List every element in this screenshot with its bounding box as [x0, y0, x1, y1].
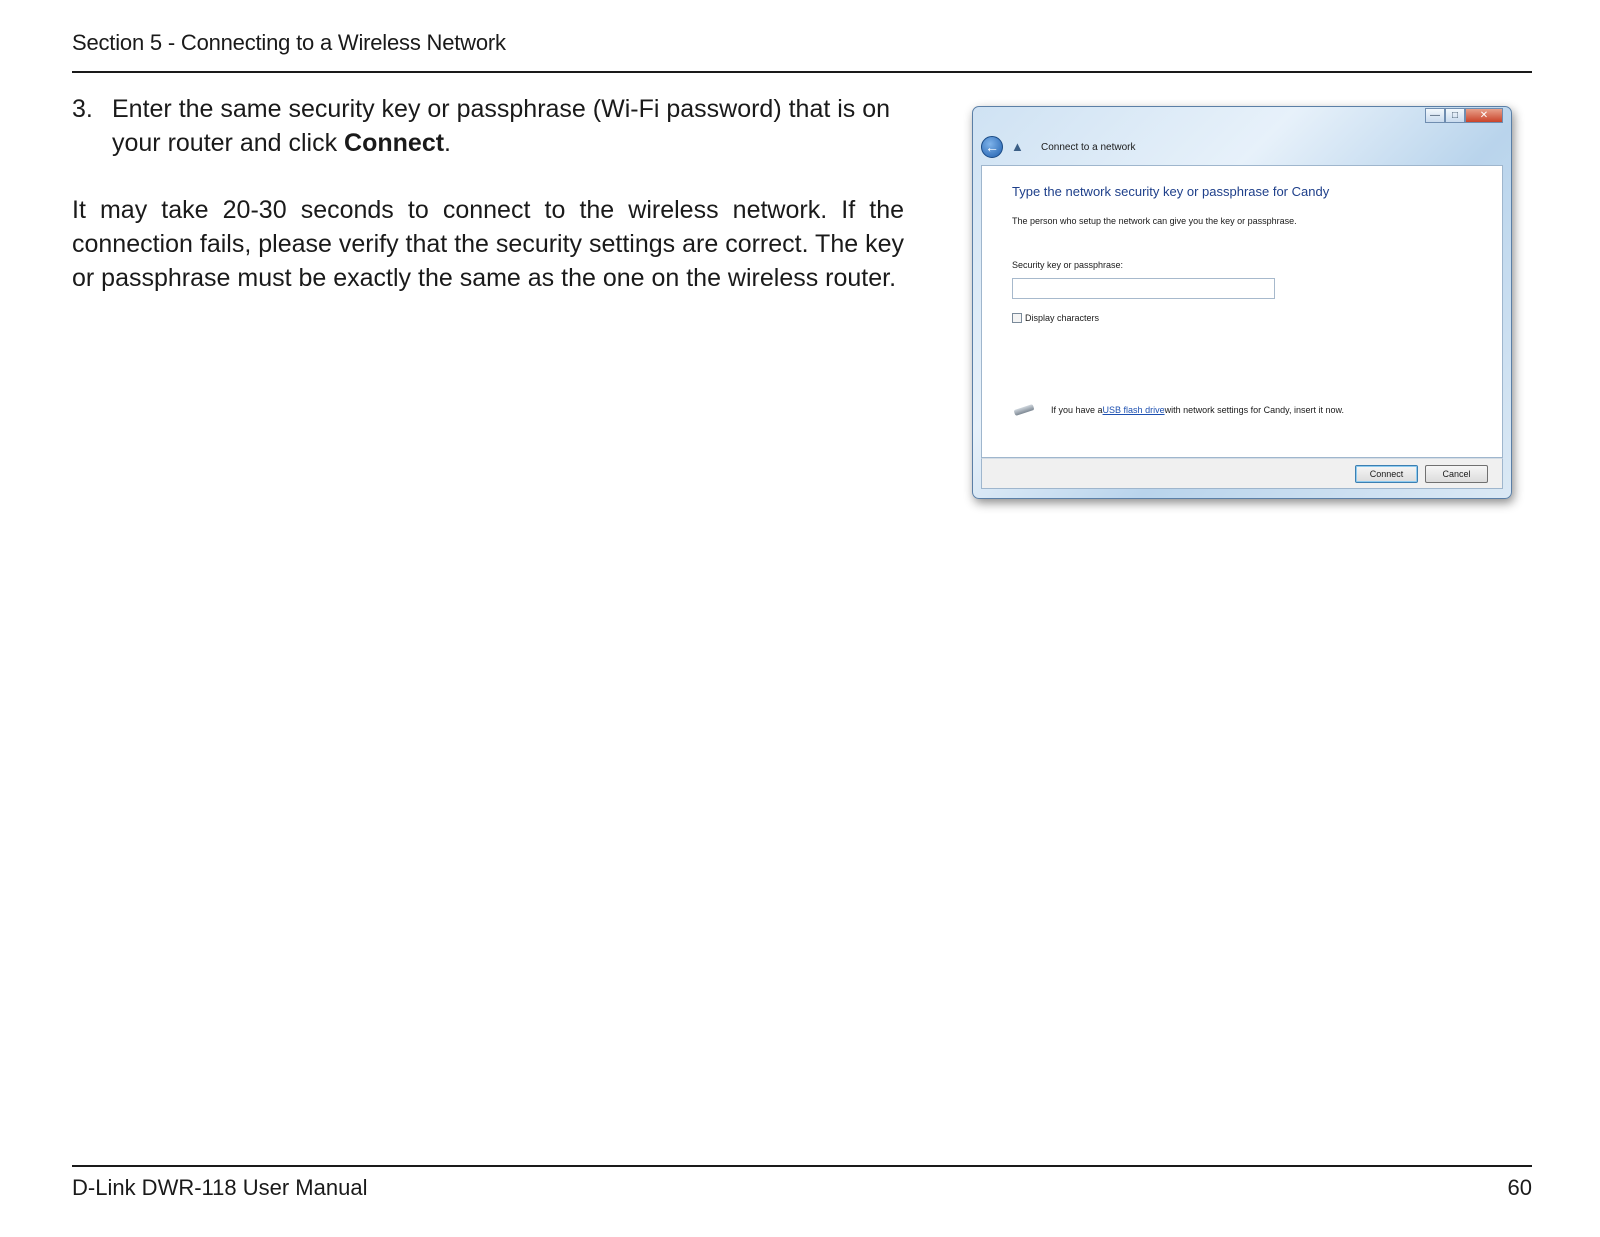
dialog-heading: Type the network security key or passphrase for Candy [1012, 184, 1330, 199]
dialog-title: Connect to a network [1041, 141, 1136, 153]
window-controls [1425, 108, 1503, 123]
step-text [112, 92, 904, 160]
dialog-footer [981, 458, 1503, 489]
connect-button[interactable]: Connect [1355, 465, 1418, 483]
page-number: 60 [1507, 1175, 1532, 1200]
dialog-description: The person who setup the network can give you the key or passphrase. [1012, 216, 1297, 226]
usb-hint [1012, 404, 1344, 416]
minimize-button[interactable]: — [1425, 108, 1445, 123]
cancel-button[interactable]: Cancel [1425, 465, 1488, 483]
step-number: 3. [72, 95, 93, 123]
display-characters-label: Display characters [1025, 313, 1100, 323]
usb-flash-drive-link[interactable]: USB flash drive [1102, 405, 1165, 415]
main-content [72, 92, 904, 295]
manual-title: D-Link DWR-118 User Manual [72, 1175, 368, 1200]
maximize-button[interactable]: □ [1445, 108, 1465, 123]
close-button[interactable]: ✕ [1465, 108, 1503, 123]
display-characters-option[interactable] [1012, 313, 1099, 323]
footer-rule [72, 1165, 1532, 1167]
step-text-after: . [444, 129, 451, 157]
usb-text-after: with network settings for Candy, insert it now. [1164, 405, 1344, 415]
network-icon: ▲ [1011, 139, 1024, 154]
security-key-label: Security key or passphrase: [1012, 260, 1124, 270]
step-text-before: Enter the same security key or passphrase (Wi-Fi password) that is on your router and click [112, 95, 891, 157]
usb-text-before: If you have a [1051, 405, 1103, 415]
step-3 [72, 92, 904, 160]
back-arrow-icon[interactable]: ← [981, 136, 1003, 158]
usb-drive-icon [1012, 404, 1038, 416]
connect-dialog-screenshot [972, 106, 1512, 499]
dialog-body [981, 165, 1503, 458]
info-paragraph: It may take 20-30 seconds to connect to the wireless network. If the connection fails, please verify that the security settings are correct. The key or passphrase must be exactly the same as the one on the wireless router. [72, 196, 904, 292]
display-characters-checkbox[interactable] [1012, 313, 1022, 323]
dialog-nav-bar [981, 135, 1136, 159]
section-header: Section 5 - Connecting to a Wireless Network [72, 30, 506, 55]
security-key-input[interactable] [1012, 278, 1275, 299]
header-rule [72, 71, 1532, 73]
step-text-bold: Connect [344, 129, 445, 157]
